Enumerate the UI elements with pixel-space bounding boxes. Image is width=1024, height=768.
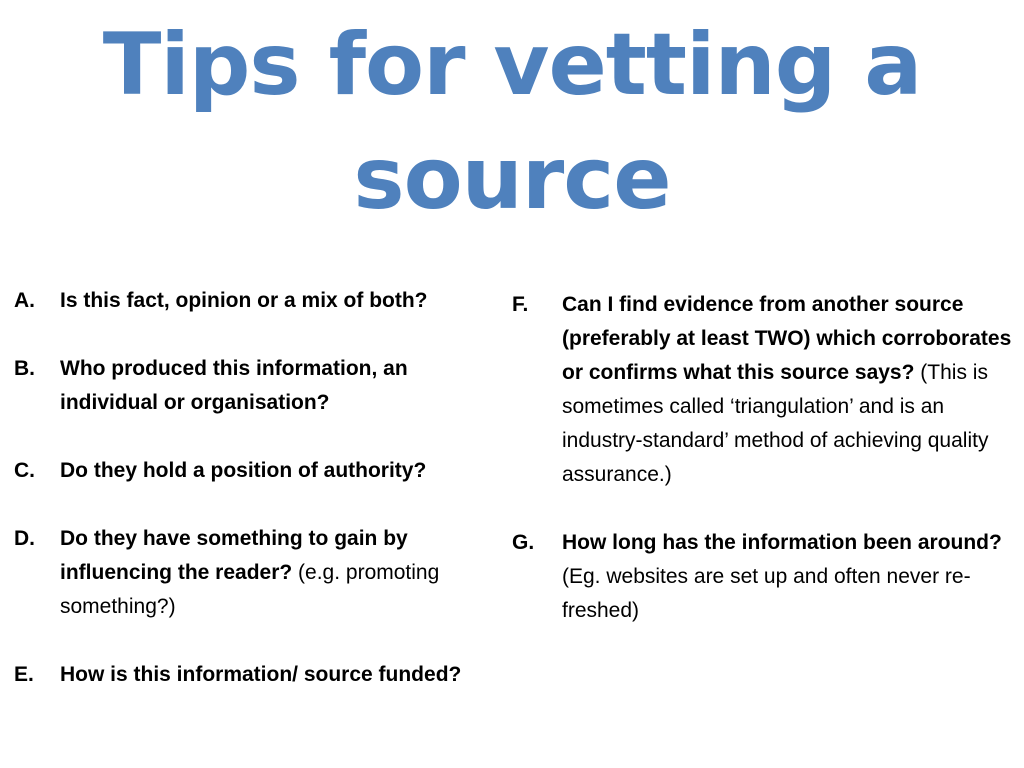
tip-item-c [14,454,506,488]
tip-note: (Eg. websites are set up and often never re-freshed) [562,565,971,622]
tip-item-d [14,522,506,624]
tip-marker: D. [14,527,35,550]
tip-marker: C. [14,459,35,482]
title-line-2: source [353,129,671,229]
tip-item-g [512,526,1020,628]
tip-question: Is this fact, opinion or a mix of both? [60,289,428,312]
left-tips-list [14,284,506,692]
tip-item-e [14,658,506,692]
tip-item-f [512,288,1020,492]
right-tips-list [512,288,1020,628]
tip-note: (e.g. promoting something?) [60,561,440,618]
tip-question: Do they have something to gain by influencing the reader? [60,527,408,584]
tip-question: Do they hold a position of authority? [60,459,427,482]
tip-marker: E. [14,663,34,686]
tip-marker: B. [14,357,35,380]
tip-question: Who produced this information, an individual or organisation? [60,357,408,414]
slide-title [0,8,1024,236]
tip-question: Can I find evidence from another source (preferably at least TWO) which corroborates or confirms what this source says? [562,293,1012,384]
tip-marker: F. [512,293,529,316]
tip-item-b [14,352,506,420]
title-line-1: Tips for vetting a [102,15,922,115]
tip-note: (This is sometimes called ‘triangulation’ and is an industry-standard’ method of achieving quality assurance.) [562,361,989,486]
tip-question: How long has the information been around? [562,531,1002,554]
tip-marker: G. [512,531,535,554]
tip-question: How is this information/ source funded? [60,663,462,686]
tip-marker: A. [14,289,35,312]
tip-item-a [14,284,506,318]
